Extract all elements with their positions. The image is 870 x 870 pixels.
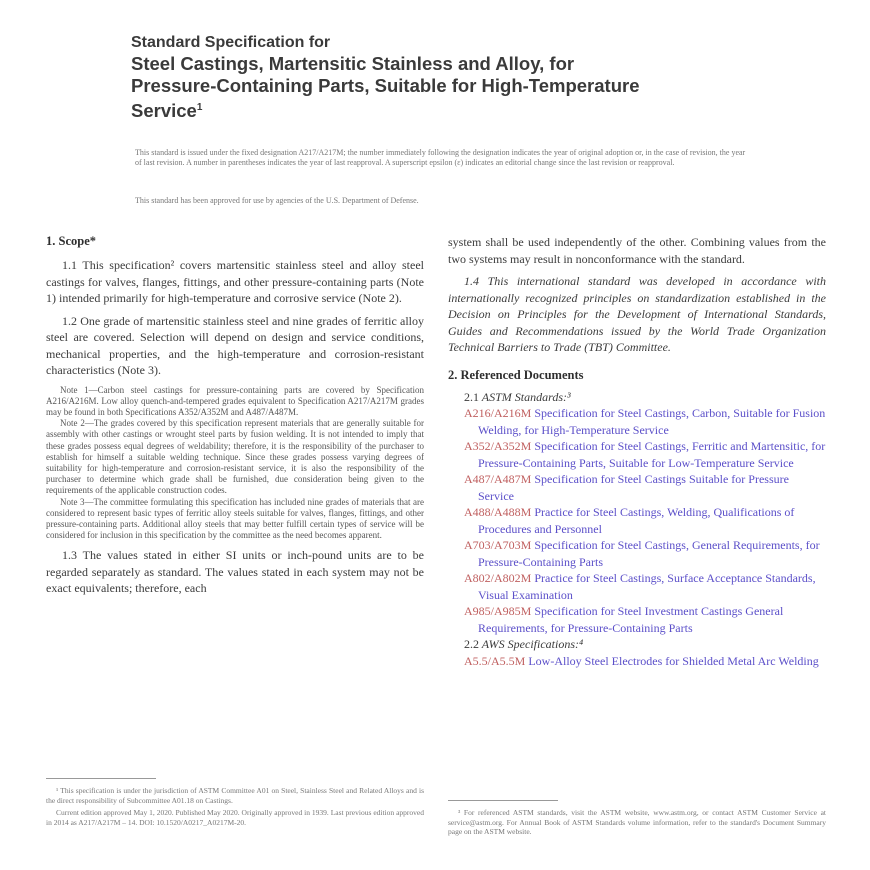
reference-entry[interactable] bbox=[448, 537, 826, 570]
paragraph-1-3: 1.3 The values stated in either SI units or inch-pound units are to be regarded separately as standard. The values stated in each system may not be exact equivalents; therefore, each bbox=[46, 548, 424, 596]
referenced-documents-heading: 2. Referenced Documents bbox=[448, 367, 584, 382]
astm-reference-list bbox=[448, 405, 826, 636]
left-column bbox=[46, 234, 424, 597]
reference-entry[interactable] bbox=[448, 504, 826, 537]
reference-title-link[interactable]: Low-Alloy Steel Electrodes for Shielded Metal Arc Welding bbox=[528, 653, 819, 668]
reference-entry[interactable] bbox=[448, 471, 826, 504]
paragraph-1-1: 1.1 This specification² covers martensitic stainless steel and alloy steel castings for valves, flanges, fittings, and other pressure-containing parts (Note 1) intended primarily for high-temperature and corrosive service (Note 2). bbox=[46, 258, 424, 305]
right-column bbox=[448, 234, 826, 669]
footnote-rule-left bbox=[46, 778, 156, 779]
footnotes-right bbox=[448, 808, 826, 837]
note-3: Note 3—The committee formulating this specification has included nine grades of materials that are considered to represent basic types of ferritic alloy steels suitable for valves, flanges, fittings, and other pressure-containing parts. Additional alloy steels that may better fulfill certain types of service will be considered for inclusion in this specification by the committee as the need becomes apparent. bbox=[46, 496, 424, 541]
aws-reference-list bbox=[448, 653, 826, 670]
title-line-4: Service$^1$ bbox=[131, 100, 203, 122]
paragraph-1-3-continued: system shall be used independently of the other. Combining values from the two systems may result in nonconformance with the standard. bbox=[448, 235, 826, 266]
paragraph-1-4: 1.4 This international standard was developed in accordance with internationally recognized principles on standardization established in the Decision on Principles for the Development of International Standards, Guides and Recommendations issued by the World Trade Organization Technical Barriers to Trade (TBT) Committee. bbox=[448, 274, 826, 354]
footnote-current-edition: Current edition approved May 1, 2020. Published May 2020. Originally approved in 1939. Last previous edition approved in 2014 as A217/A217M – 14. DOI: 10.1520/A0217_A0217M-20. bbox=[46, 808, 424, 827]
reference-entry[interactable] bbox=[448, 405, 826, 438]
reference-code-link[interactable]: A802/A802M bbox=[464, 571, 532, 585]
scope-heading: 1. Scope* bbox=[46, 234, 96, 248]
document-title bbox=[131, 33, 771, 122]
title-footnote-mark: 1 bbox=[196, 102, 203, 113]
footnote-1: ¹ This specification is under the jurisdiction of ASTM Committee A01 on Steel, Stainless Steel and Related Alloys and is the direct responsibility of Subcommittee A01.18 on Castings. bbox=[46, 786, 424, 805]
designation-note: This standard is issued under the fixed designation A217/A217M; the number immediately following the designation indicates the year of original adoption or, in the case of revision, the year of last revision. A number in parentheses indicates the year of last reapproval. A superscript epsilon (ε) indicates an editorial change since the last revision or reapproval. bbox=[135, 148, 746, 167]
reference-code-link[interactable]: A985/A985M bbox=[464, 604, 532, 618]
note-2: Note 2—The grades covered by this specification represent materials that are generally suitable for assembly with other castings or wrought steel parts by fusion welding. It is not intended to imply that these grades possess equal degrees of weldability; therefore, it is the responsibility of the purchaser to establish for himself a suitable welding technique. Since these grades possess varying degrees of suitability for high-temperature and corrosion-resistant service, it is also the responsibility of the purchaser to determine which grade shall be furnished, due consideration being given to the requirements of the applicable construction codes. bbox=[46, 418, 424, 496]
title-line-3: Pressure-Containing Parts, Suitable for High-Temperature bbox=[131, 75, 640, 96]
reference-entry[interactable] bbox=[448, 603, 826, 636]
aws-specifications-heading: 2.2 AWS Specifications:⁴ bbox=[464, 637, 584, 651]
reference-title-link[interactable]: Specification for Steel Castings, General Requirements, for Pressure-Containing Parts bbox=[478, 538, 820, 569]
paragraph-1-2: 1.2 One grade of martensitic stainless steel and nine grades of ferritic alloy steel are covered. Selection will depend on design and service conditions, mechanical properties, and the high-temperature and corrosion-resistant characteristics (Note 3). bbox=[46, 313, 424, 377]
reference-code-link[interactable]: A5.5/A5.5M bbox=[464, 653, 526, 668]
reference-title-link[interactable]: Practice for Steel Castings, Surface Acceptance Standards, Visual Examination bbox=[478, 571, 816, 602]
footnotes-left bbox=[46, 786, 424, 827]
footnote-rule-right bbox=[448, 800, 558, 801]
reference-title-link[interactable]: Specification for Steel Castings, Ferritic and Martensitic, for Pressure-Containing Parts, Suitable for Low-Temperature Service bbox=[478, 439, 826, 470]
note-1: Note 1—Carbon steel castings for pressure-containing parts are covered by Specification A216/A216M. Low alloy quench-and-tempered grades equivalent to Specification A217/A217M grades may be found in both Specifications A352/A352M and A487/A487M. bbox=[46, 384, 424, 417]
reference-title-link[interactable]: Practice for Steel Castings, Welding, Qualifications of Procedures and Personnel bbox=[478, 505, 795, 536]
reference-code-link[interactable]: A487/A487M bbox=[464, 472, 532, 486]
reference-code-link[interactable]: A703/A703M bbox=[464, 538, 532, 552]
title-line-2: Steel Castings, Martensitic Stainless and Alloy, for bbox=[131, 53, 575, 74]
reference-title-link[interactable]: Specification for Steel Castings Suitable for Pressure Service bbox=[478, 472, 789, 503]
reference-entry[interactable] bbox=[448, 653, 826, 670]
reference-code-link[interactable]: A352/A352M bbox=[464, 439, 532, 453]
reference-code-link[interactable]: A488/A488M bbox=[464, 505, 532, 519]
reference-entry[interactable] bbox=[448, 570, 826, 603]
reference-code-link[interactable]: A216/A216M bbox=[464, 406, 532, 420]
reference-title-link[interactable]: Specification for Steel Investment Castings General Requirements, for Pressure-Containing Parts bbox=[478, 604, 784, 635]
dod-note: This standard has been approved for use by agencies of the U.S. Department of Defense. bbox=[135, 196, 419, 205]
astm-standards-heading: 2.1 ASTM Standards:³ bbox=[464, 389, 571, 404]
reference-entry[interactable] bbox=[448, 438, 826, 471]
footnote-3: ³ For referenced ASTM standards, visit the ASTM website, www.astm.org, or contact ASTM Customer Service at service@astm.org. For Annual Book of ASTM Standards volume information, refer to the standard's Document Summary page on the ASTM website. bbox=[448, 808, 826, 836]
title-line-1: Standard Specification for bbox=[131, 34, 331, 51]
reference-title-link[interactable]: Specification for Steel Castings, Carbon, Suitable for Fusion Welding, for High-Temperature Service bbox=[478, 406, 826, 437]
